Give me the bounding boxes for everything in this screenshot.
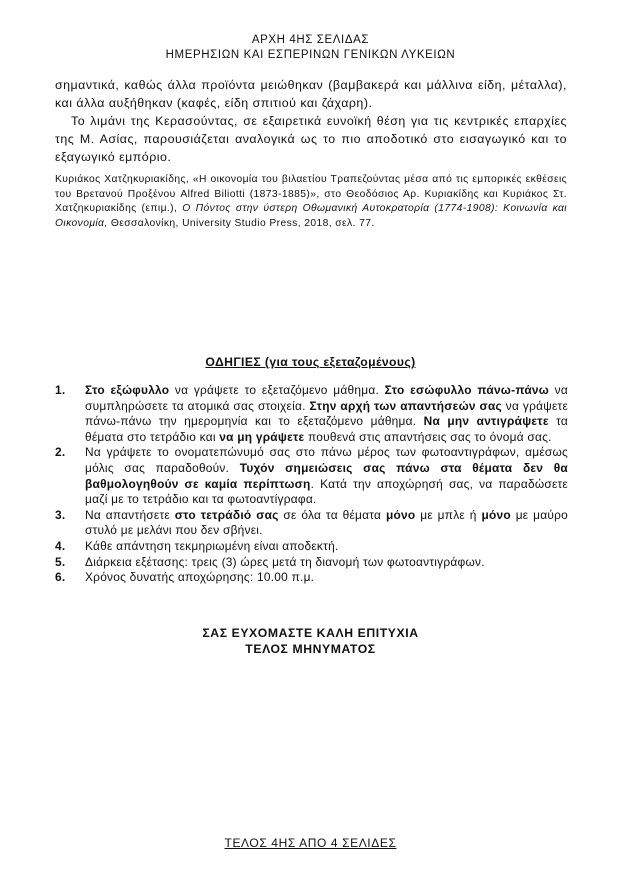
page-header	[0, 33, 621, 63]
instruction-plain: να γράψετε πάνω-πάνω την ημερομηνία και το εξεταζόμενο μάθημα.	[85, 398, 569, 429]
instructions-title: ΟΔΗΓΙΕΣ (για τους εξεταζομένους)	[205, 355, 416, 369]
instruction-item-1	[55, 383, 568, 445]
instruction-bold: Να μην αντιγράψετε	[423, 414, 549, 429]
reference-text	[55, 173, 567, 231]
instruction-bold: στο τετράδιό σας	[174, 507, 279, 522]
page-footer: ΤΕΛΟΣ 4ΗΣ ΑΠΟ 4 ΣΕΛΙΔΕΣ	[224, 836, 397, 850]
instruction-item-6	[55, 570, 568, 586]
instruction-plain: σε όλα τα θέματα	[278, 507, 386, 522]
instruction-plain: να γράψετε το εξεταζόμενο μάθημα.	[169, 383, 385, 397]
instruction-number: 5.	[55, 554, 66, 569]
reference-book-title: Ο Πόντος στην ύστερη Οθωμανική Αυτοκρατορία (1774-1908): Κοινωνία και Οικονομία,	[55, 203, 567, 229]
closing-end: ΤΕΛΟΣ ΜΗΝΥΜΑΤΟΣ	[245, 642, 376, 656]
instruction-text	[85, 445, 568, 507]
instruction-item-4	[55, 539, 568, 555]
instruction-item-5	[55, 555, 568, 571]
instruction-plain: με μπλε ή	[415, 507, 482, 522]
instruction-bold: Στο εξώφυλλο	[85, 383, 170, 397]
instruction-text	[85, 508, 568, 539]
instruction-number: 2.	[55, 445, 66, 460]
instruction-number: 1.	[55, 383, 66, 397]
instruction-bold: Στο εσώφυλλο πάνω-πάνω	[384, 383, 550, 397]
instruction-number: 3.	[55, 507, 66, 522]
instruction-plain: πουθενά στις απαντήσεις σας το όνομά σας.	[304, 429, 552, 444]
instruction-plain: να συμπληρώσετε τα ατομικά σας στοιχεία.	[85, 383, 568, 413]
header-school-type: ΗΜΕΡΗΣΙΩΝ ΚΑΙ ΕΣΠΕΡΙΝΩΝ ΓΕΝΙΚΩΝ ΛΥΚΕΙΩΝ	[165, 49, 456, 61]
header-page-start: ΑΡΧΗ 4ΗΣ ΣΕΛΙΔΑΣ	[251, 34, 370, 46]
instruction-bold: μόνο	[386, 507, 416, 522]
instructions-list	[55, 383, 568, 586]
instruction-bold: Στην αρχή των απαντήσεών σας	[309, 398, 502, 413]
source-text-paragraph-2: Το λιμάνι της Κερασούντας, σε εξαιρετικά ευνοϊκή θέση για τις κεντρικές επαρχίες της Μ. Ασίας, παρουσιάζεται αναλογικά ως το πιο αποδοτικό στο εισαγωγικό και το εξαγωγικό εμπόριο.	[55, 114, 567, 164]
instruction-plain: . Κατά την αποχώρησή σας, να παραδώσετε μαζί με το τετράδιο και τα φωτοαντίγραφα.	[85, 476, 568, 507]
instruction-bold: να μη γράψετε	[219, 429, 305, 444]
closing-message	[0, 625, 621, 657]
instruction-plain: τα θέματα στο τετράδιο και	[85, 414, 568, 444]
instruction-plain: Να απαντήσετε	[85, 507, 175, 522]
instruction-number: 6.	[55, 570, 66, 585]
instruction-text	[85, 383, 568, 445]
instruction-text: Χρόνος δυνατής αποχώρησης: 10.00 π.μ.	[85, 570, 315, 585]
instruction-number: 4.	[55, 538, 66, 553]
reference-part-1: Κυριάκος Χατζηκυριακίδης, «Η οικονομία του βιλαετίου Τραπεζούντας μέσα από τις εμπορικές εκθέσεις του Βρετανού Προξένου Alfred Biliotti (1873-1885)», στο Θεοδόσιος Αρ. Κυριακίδης και Κυριάκος Στ. Χατζηκυριακίδης (επιμ.),	[55, 174, 567, 214]
instruction-item-2	[55, 445, 568, 507]
source-text-paragraph-1: σημαντικά, καθώς άλλα προϊόντα μειώθηκαν (βαμβακερά και μάλλινα είδη, μέταλλα), και άλλα αυξήθηκαν (καφές, είδη σπιτιού και ζάχαρη).	[55, 78, 567, 110]
closing-wish: ΣΑΣ ΕΥΧΟΜΑΣΤΕ ΚΑΛΗ ΕΠΙΤΥΧΙΑ	[202, 626, 419, 640]
reference-part-2: Θεσσαλονίκη, University Studio Press, 2018, σελ. 77.	[107, 217, 375, 229]
instruction-bold: Τυχόν σημειώσεις σας πάνω στα θέματα δεν θα βαθμολογηθούν σε καμία περίπτωση	[85, 460, 568, 491]
source-text	[55, 76, 567, 166]
instruction-bold: μόνο	[481, 507, 511, 522]
instruction-plain: με μαύρο στυλό με μελάνι που δεν σβήνει.	[85, 507, 569, 538]
instruction-plain: Να γράψετε το ονοματεπώνυμό σας στο πάνω μέρος των φωτοαντιγράφων, αμέσως μόλις σας παραδοθούν.	[85, 445, 568, 475]
source-reference	[55, 173, 567, 231]
instruction-item-3	[55, 508, 568, 539]
instruction-text: Διάρκεια εξέτασης: τρεις (3) ώρες μετά τη διανομή των φωτοαντιγράφων.	[85, 554, 485, 569]
instruction-text: Κάθε απάντηση τεκμηριωμένη είναι αποδεκτή.	[85, 538, 339, 553]
